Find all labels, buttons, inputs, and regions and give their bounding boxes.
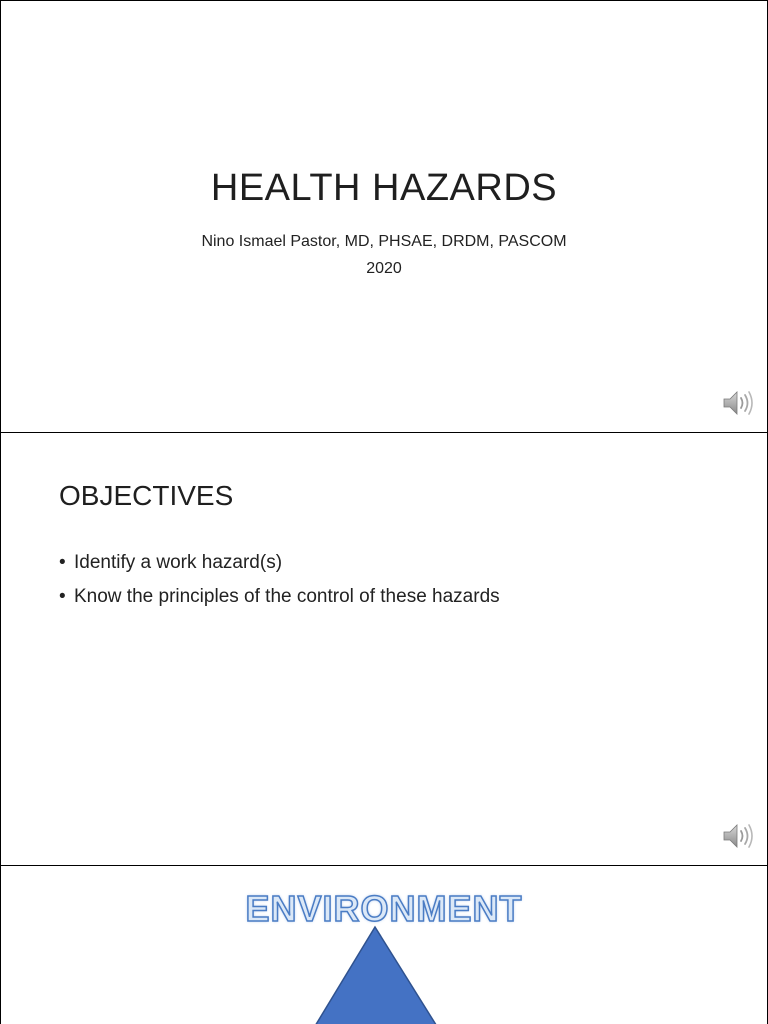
environment-triangle — [309, 927, 443, 1024]
slide-3-title: ENVIRONMENT — [245, 888, 523, 929]
slide-1-author: Nino Ismael Pastor, MD, PHSAE, DRDM, PASCOM — [201, 233, 567, 250]
slide-objectives — [0, 432, 768, 866]
slide-title — [0, 0, 768, 433]
slide-1-year: 2020 — [366, 260, 402, 277]
list-item: • Know the principles of the control of these hazards — [59, 583, 500, 617]
slide-environment — [0, 865, 768, 1024]
slide-2-title: OBJECTIVES — [59, 480, 234, 511]
objectives-list — [59, 549, 500, 617]
speaker-icon[interactable] — [721, 821, 755, 851]
slide-1-title: HEALTH HAZARDS — [210, 167, 558, 209]
speaker-icon[interactable] — [721, 388, 755, 418]
list-item: • Identify a work hazard(s) — [59, 549, 500, 583]
